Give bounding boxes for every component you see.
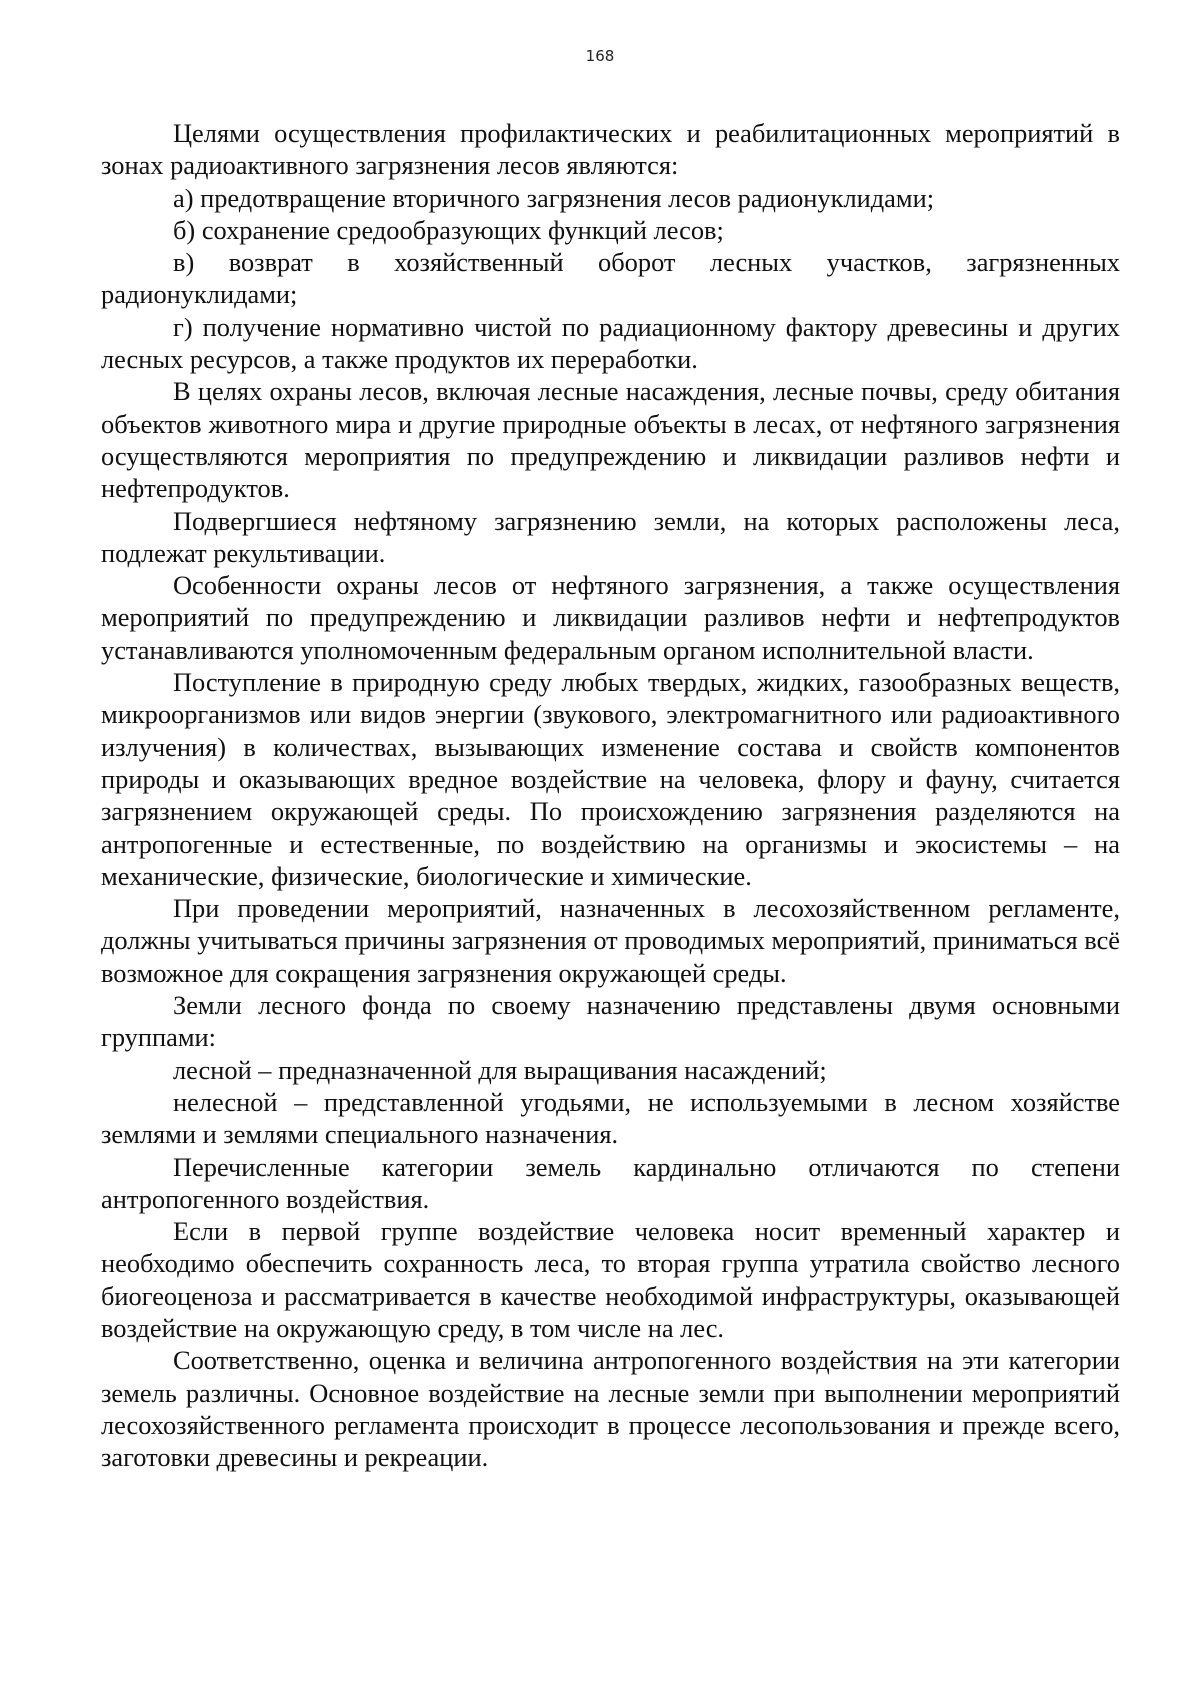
list-item-v: в) возврат в хозяйственный оборот лесных участков, загрязненных радионуклидами; (101, 247, 1120, 310)
paragraph-land-groups: Земли лесного фонда по своему назначению представлены двумя основными группами: (101, 990, 1120, 1053)
list-item-forest-land: лесной – предназначенной для выращивания насаждений; (173, 1054, 827, 1085)
list-item-nonforest-land: нелесной – представленной угодьями, не используемыми в лесном хозяйстве землями и землями специального назначения. (101, 1086, 1120, 1150)
body-text (101, 117, 1120, 1473)
paragraph-goals-intro: Целями осуществления профилактических и реабилитационных мероприятий в зонах радиоактивного загрязнения лесов являются: (101, 118, 1120, 181)
paragraph-recultivation: Подвергшиеся нефтяному загрязнению земли, на которых расположены леса, подлежат рекультивации. (101, 505, 1120, 568)
list-item-b: б) сохранение средообразующих функций лесов; (173, 214, 724, 245)
paragraph-group-comparison: Если в первой группе воздействие человека носит временный характер и необходимо обеспечить сохранность леса, то вторая группа утратила свойство лесного биогеоценоза и рассматривается в качестве необходимой инфраструктуры, оказывающей воздействие на окружающую среду, в том числе на лес. (101, 1216, 1120, 1343)
paragraph-impact-assessment: Соответственно, оценка и величина антропогенного воздействия на эти категории земель различны. Основное воздействие на лесные земли при выполнении мероприятий лесохозяйственного регламента происходит в процессе лесопользования и прежде всего, заготовки древесины и рекреации. (101, 1345, 1120, 1473)
paragraph-pollution-definition: Поступление в природную среду любых твердых, жидких, газообразных веществ, микроорганизмов или видов энергии (звукового, электромагнитного или радиоактивного излучения) в количествах, вызывающих изменение состава и свойств компонентов природы и оказывающих вредное воздействие на человека, флору и фауну, считается загрязнением окружающей среды. По происхождению загрязнения разделяются на антропогенные и естественные, по воздействию на организмы и экосистемы – на механические, физические, биологические и химические. (101, 667, 1120, 891)
paragraph-regulation-measures: При проведении мероприятий, назначенных в лесохозяйственном регламенте, должны учитываться причины загрязнения от проводимых мероприятий, приниматься всё возможное для сокращения загрязнения окружающей среды. (101, 893, 1120, 988)
paragraph-oil-protection: В целях охраны лесов, включая лесные насаждения, лесные почвы, среду обитания объектов животного мира и другие природные объекты в лесах, от нефтяного загрязнения осуществляются мероприятия по предупреждению и ликвидации разливов нефти и нефтепродуктов. (101, 376, 1120, 504)
list-item-a: а) предотвращение вторичного загрязнения лесов радионуклидами; (173, 182, 935, 213)
paragraph-oil-specifics: Особенности охраны лесов от нефтяного загрязнения, а также осуществления мероприятий по предупреждению и ликвидации разливов нефти и нефтепродуктов устанавливаются уполномоченным федеральным органом исполнительной власти. (101, 570, 1120, 665)
list-item-g: г) получение нормативно чистой по радиационному фактору древесины и других лесных ресурсов, а также продуктов их переработки. (101, 311, 1120, 375)
paragraph-land-categories: Перечисленные категории земель кардинально отличаются по степени антропогенного воздействия. (101, 1151, 1120, 1214)
page-number: 168 (585, 47, 615, 65)
